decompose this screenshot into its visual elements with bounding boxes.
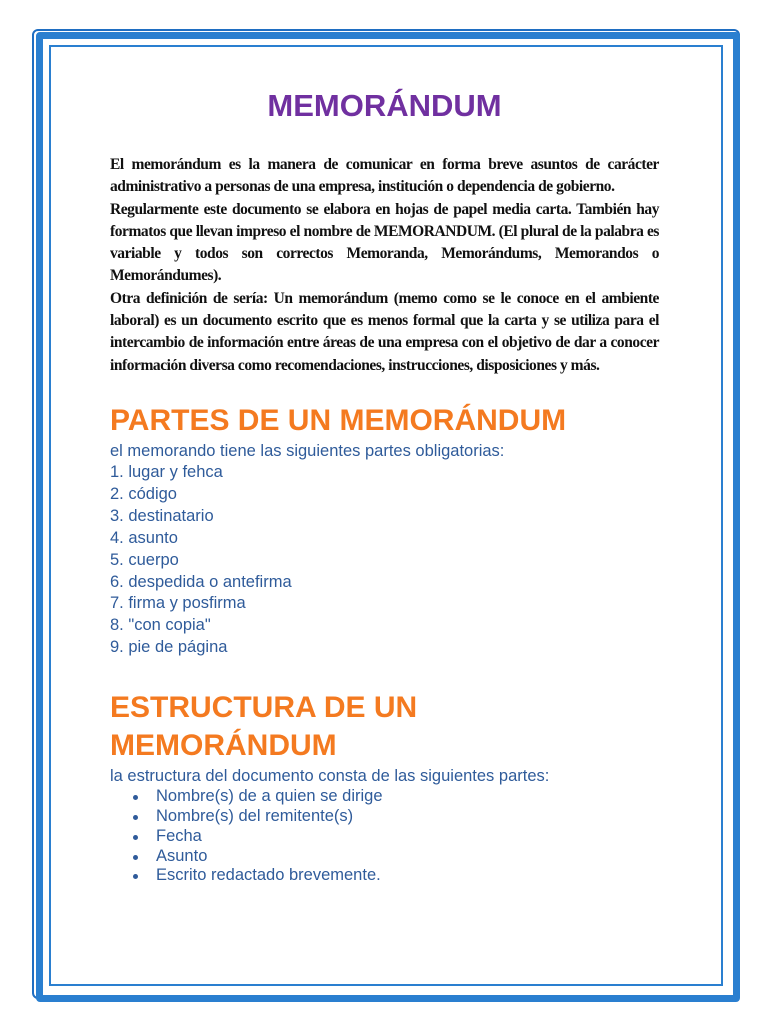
estructura-lead: la estructura del documento consta de las siguientes partes: bbox=[110, 767, 550, 786]
partes-heading: PARTES DE UN MEMORÁNDUM bbox=[110, 403, 567, 437]
bullet-icon bbox=[133, 795, 138, 800]
list-item: 1. lugar y fehca bbox=[110, 462, 223, 481]
list-item: 4. asunto bbox=[110, 528, 178, 547]
intro-paragraph: El memorándum es la manera de comunicar en forma breve asuntos de carácter administrativo a personas de una empresa, institución o dependencia de gobierno. bbox=[110, 156, 659, 196]
bullet-icon bbox=[133, 815, 138, 820]
document-title: MEMORÁNDUM bbox=[267, 88, 502, 123]
list-item: 8. "con copia" bbox=[110, 616, 211, 635]
list-item-text: Escrito redactado brevemente. bbox=[156, 866, 381, 885]
list-item-text: Nombre(s) de a quien se dirige bbox=[156, 787, 383, 806]
list-item bbox=[130, 866, 659, 886]
list-item-text: Asunto bbox=[156, 846, 208, 865]
list-item-text: Fecha bbox=[156, 826, 202, 845]
partes-lead: el memorando tiene las siguientes partes obligatorias: bbox=[110, 441, 505, 460]
list-item-text: Nombre(s) del remitente(s) bbox=[156, 806, 354, 825]
estructura-heading bbox=[110, 689, 659, 765]
intro-text bbox=[110, 154, 659, 377]
estructura-heading-line1: ESTRUCTURA DE UN bbox=[110, 691, 418, 725]
bullet-icon bbox=[133, 874, 138, 879]
estructura-heading-line2: MEMORÁNDUM bbox=[110, 729, 337, 763]
list-item bbox=[130, 827, 659, 847]
list-item bbox=[130, 807, 659, 827]
bullet-icon bbox=[133, 855, 138, 860]
partes-list bbox=[110, 462, 659, 659]
document-content bbox=[110, 80, 659, 886]
intro-paragraph: Regularmente este documento se elabora en hojas de papel media carta. También hay formatos que llevan impreso el nombre de MEMORANDUM. (El plural de la palabra es variable y todos son correctos Memoranda, Memorándums, Memorandos o Memorándumes). bbox=[110, 200, 659, 285]
list-item bbox=[130, 787, 659, 807]
estructura-list bbox=[110, 787, 659, 886]
list-item: 7. firma y posfirma bbox=[110, 594, 246, 613]
list-item: 5. cuerpo bbox=[110, 550, 179, 569]
bullet-icon bbox=[133, 835, 138, 840]
list-item: 6. despedida o antefirma bbox=[110, 572, 292, 591]
list-item bbox=[130, 847, 659, 867]
intro-paragraph: Otra definición de sería: Un memorándum (memo como se le conoce en el ambiente laboral) es un documento escrito que es menos formal que la carta y se utiliza para el intercambio de información entre áreas de una empresa con el objetivo de dar a conocer información diversa como recomendaciones, instrucciones, disposiciones y más. bbox=[110, 289, 659, 374]
list-item: 3. destinatario bbox=[110, 506, 214, 525]
list-item: 9. pie de página bbox=[110, 638, 228, 657]
list-item: 2. código bbox=[110, 484, 177, 503]
